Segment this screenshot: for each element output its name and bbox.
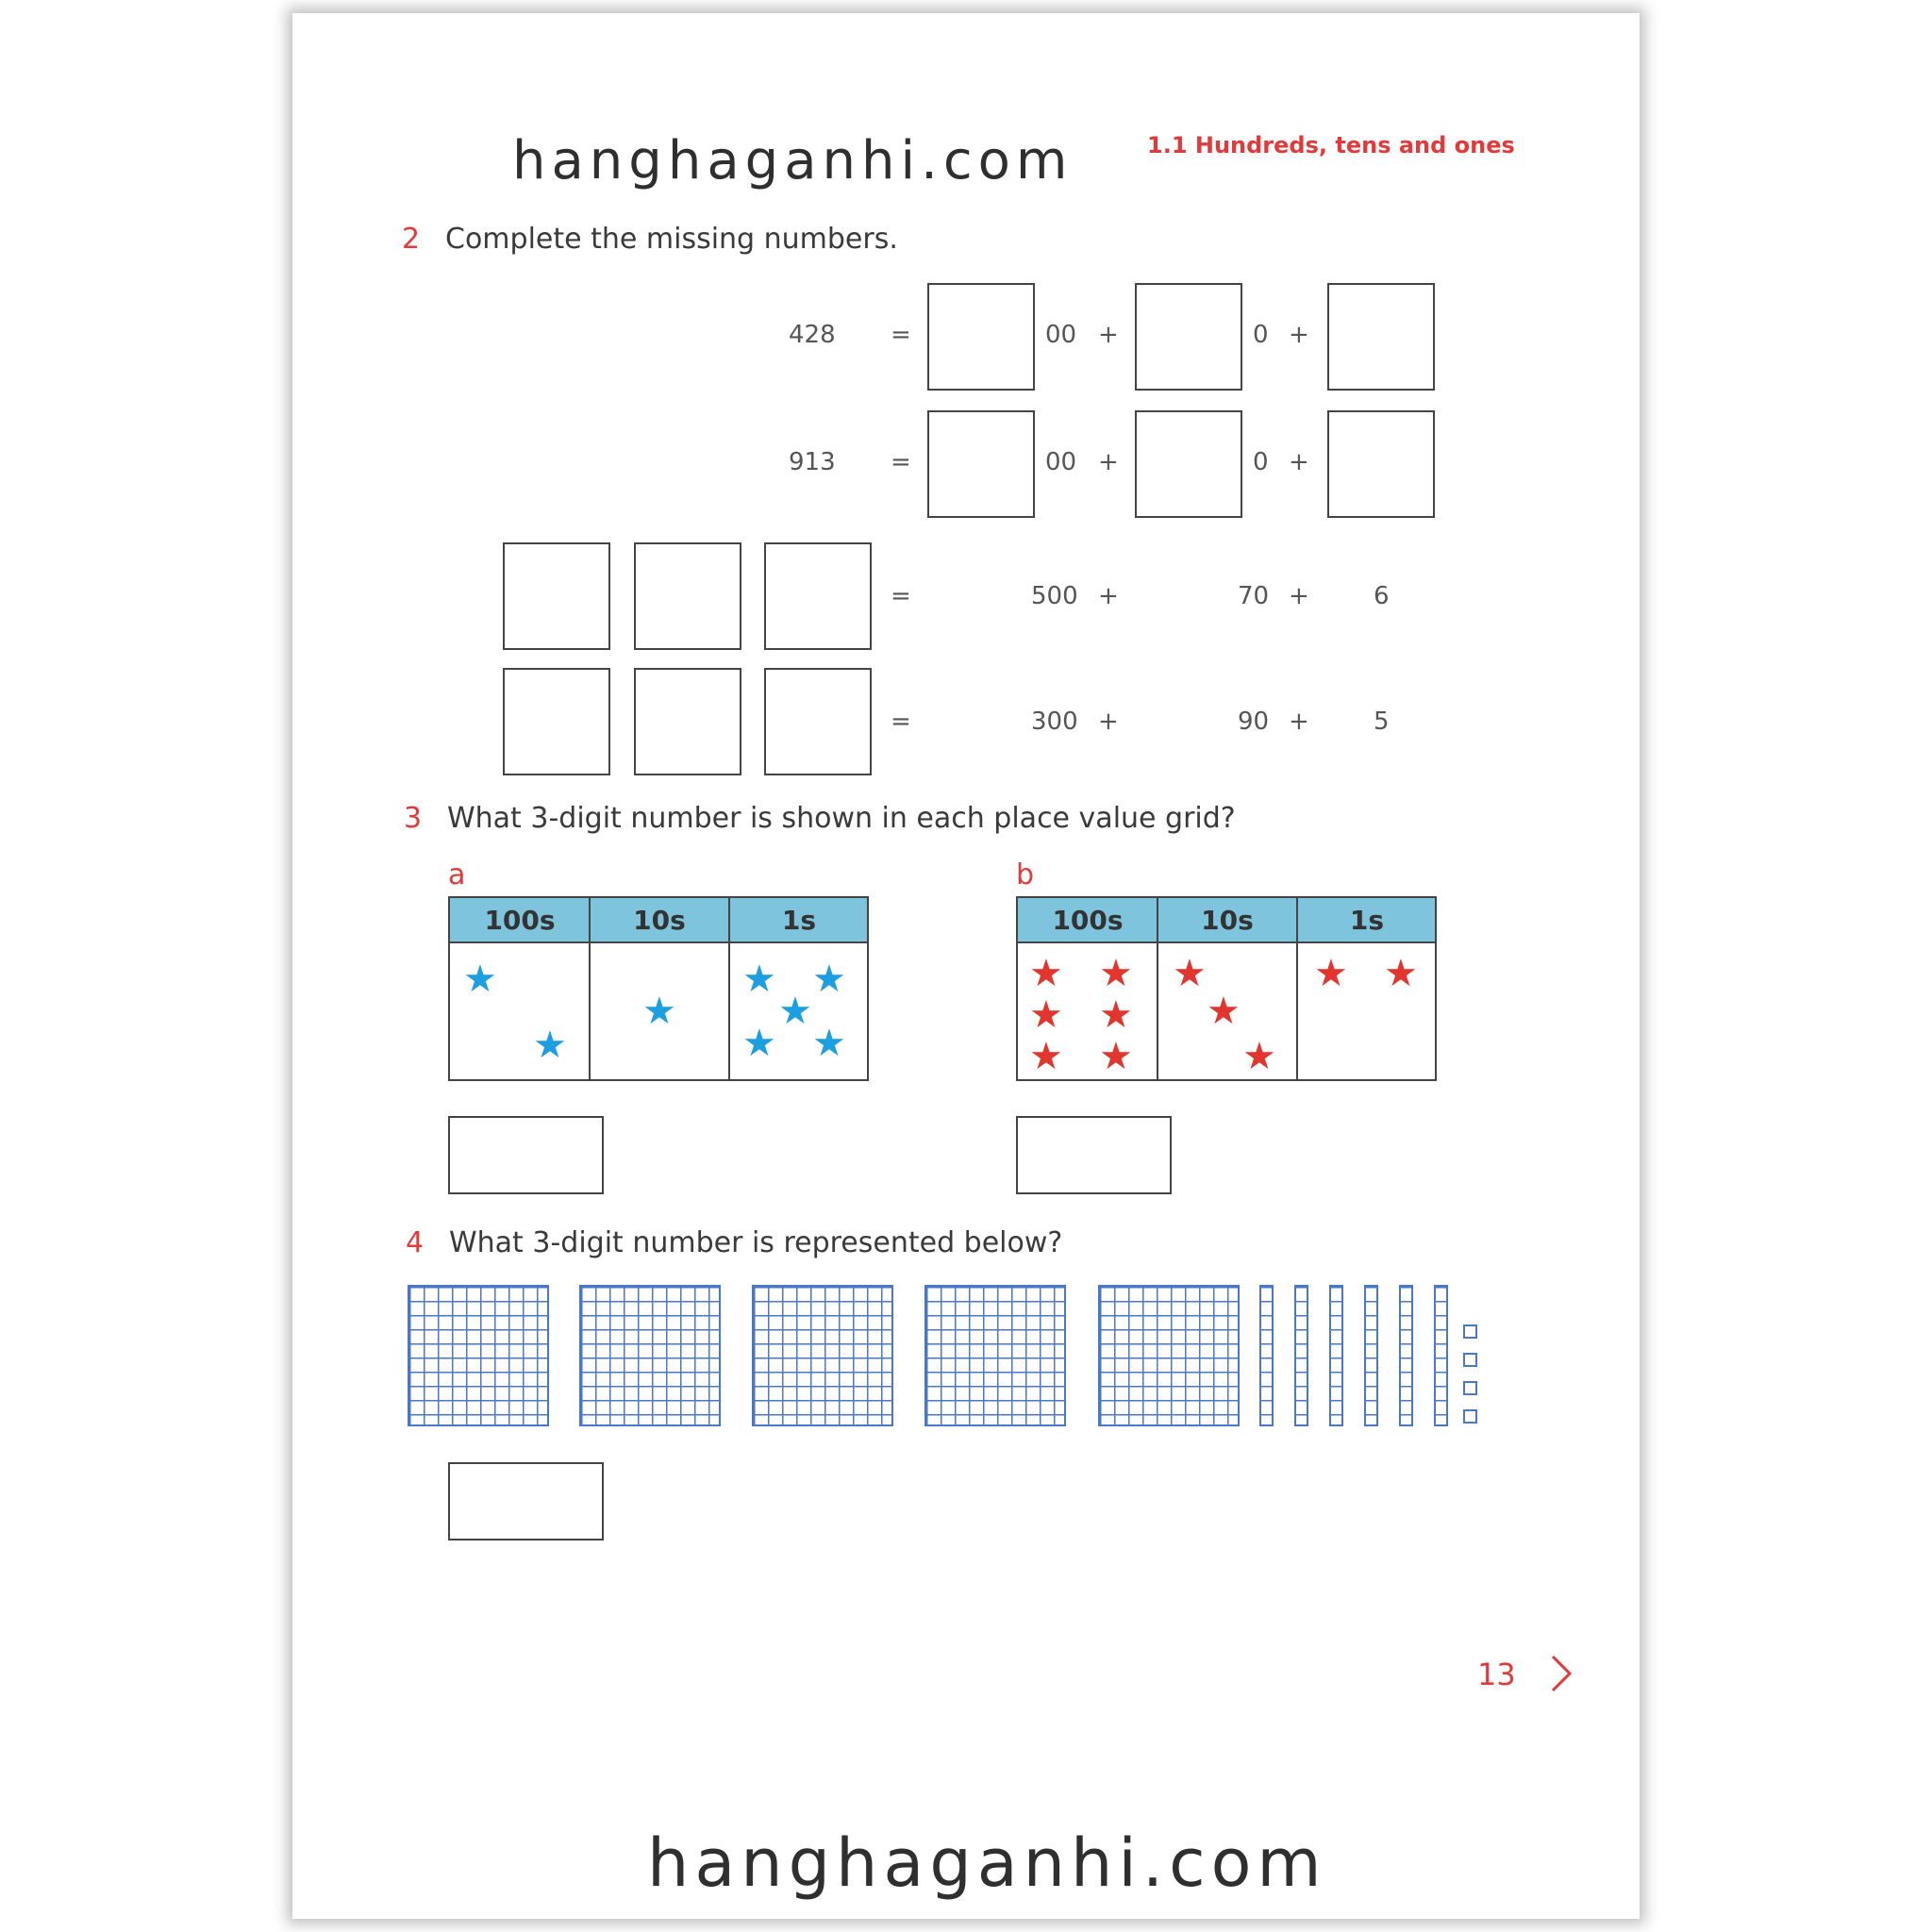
q2-row2-plus-2: + (1289, 448, 1309, 476)
star-icon: ★ (742, 958, 776, 1001)
q2-row4-hundreds-digit-box[interactable] (503, 668, 610, 775)
q2-row4-equals: = (891, 708, 911, 736)
q2-row1-plus-1: + (1098, 321, 1119, 349)
star-icon: ★ (1029, 993, 1063, 1037)
star-icon: ★ (1029, 1035, 1063, 1078)
q2-row4-tens: 90 (1238, 708, 1270, 736)
q2-row1-ones-box[interactable] (1327, 283, 1435, 391)
one-unit-block (1463, 1324, 1477, 1339)
grid-b-divider (1157, 943, 1158, 1079)
q2-row3-tens-digit-box[interactable] (634, 542, 741, 650)
grid-b-label: b (1016, 858, 1035, 891)
grid-a-divider (728, 943, 730, 1079)
q2-row3-plus-2: + (1289, 582, 1309, 610)
q2-row2-hundreds-suffix: 00 (1045, 448, 1077, 476)
star-icon: ★ (1029, 952, 1063, 995)
grid-a-label: a (448, 858, 466, 891)
question-3-text: What 3-digit number is shown in each place value grid? (447, 802, 1236, 835)
one-unit-block (1463, 1353, 1477, 1367)
ten-rod-block (1434, 1285, 1448, 1426)
q2-row2-tens-box[interactable] (1135, 410, 1242, 518)
star-icon: ★ (1314, 952, 1348, 995)
q2-row3-equals: = (891, 582, 911, 610)
section-title: 1.1 Hundreds, tens and ones (1147, 132, 1515, 158)
star-icon: ★ (778, 990, 812, 1033)
q2-row1-number: 428 (789, 321, 836, 349)
grid-b-header-tens: 10s (1201, 904, 1254, 936)
star-icon: ★ (1099, 1035, 1133, 1078)
grid-b-header (1016, 896, 1437, 943)
q2-row3-ones: 6 (1374, 582, 1390, 610)
hundred-square-block (924, 1285, 1066, 1426)
question-3-number: 3 (404, 802, 423, 835)
q2-row3-ones-digit-box[interactable] (764, 542, 872, 650)
star-icon: ★ (1384, 952, 1418, 995)
grid-a-answer-box[interactable] (448, 1116, 604, 1194)
grid-a-header (448, 896, 869, 943)
hundred-square-block (579, 1285, 721, 1426)
q2-row1-hundreds-suffix: 00 (1045, 321, 1077, 349)
star-icon: ★ (1099, 952, 1133, 995)
ten-rod-block (1399, 1285, 1413, 1426)
q2-row1-equals: = (891, 321, 911, 349)
star-icon: ★ (463, 958, 497, 1001)
hundred-square-block (408, 1285, 549, 1426)
star-icon: ★ (642, 990, 676, 1033)
hundred-square-block (1098, 1285, 1240, 1426)
q2-row1-hundreds-box[interactable] (927, 283, 1035, 391)
grid-b-answer-box[interactable] (1016, 1116, 1172, 1194)
grid-a-divider (589, 943, 591, 1079)
one-unit-block (1463, 1409, 1477, 1424)
ten-rod-block (1259, 1285, 1274, 1426)
q2-row2-tens-suffix: 0 (1253, 448, 1269, 476)
grid-b-header-hundreds: 100s (1052, 904, 1124, 936)
q2-row4-ones: 5 (1374, 708, 1390, 736)
q2-row1-plus-2: + (1289, 321, 1309, 349)
ten-rod-block (1364, 1285, 1378, 1426)
star-icon: ★ (533, 1024, 567, 1067)
q2-row4-hundreds: 300 (1031, 708, 1078, 736)
chevron-right-icon[interactable] (1547, 1653, 1575, 1694)
star-icon: ★ (812, 958, 846, 1001)
q2-row3-hundreds: 500 (1031, 582, 1078, 610)
watermark-bottom: hanghaganhi.com (647, 1824, 1327, 1902)
question-2-text: Complete the missing numbers. (445, 223, 898, 256)
hundred-square-block (752, 1285, 893, 1426)
grid-a-header-ones: 1s (781, 904, 817, 936)
grid-a-header-tens: 10s (633, 904, 686, 936)
q2-row4-tens-digit-box[interactable] (634, 668, 741, 775)
question-4-number: 4 (406, 1226, 425, 1259)
q4-answer-box[interactable] (448, 1462, 604, 1541)
q2-row2-hundreds-box[interactable] (927, 410, 1035, 518)
q2-row3-hundreds-digit-box[interactable] (503, 542, 610, 650)
star-icon: ★ (742, 1022, 776, 1065)
star-icon: ★ (1099, 993, 1133, 1037)
q2-row2-number: 913 (789, 448, 836, 476)
star-icon: ★ (1207, 990, 1241, 1033)
q2-row2-plus-1: + (1098, 448, 1119, 476)
grid-a-header-divider (589, 898, 591, 941)
ten-rod-block (1329, 1285, 1343, 1426)
ten-rod-block (1294, 1285, 1308, 1426)
grid-b-divider (1296, 943, 1298, 1079)
q2-row1-tens-suffix: 0 (1253, 321, 1269, 349)
q2-row4-plus-1: + (1098, 708, 1119, 736)
star-icon: ★ (812, 1022, 846, 1065)
watermark-top: hanghaganhi.com (512, 130, 1074, 192)
grid-a-header-hundreds: 100s (484, 904, 556, 936)
q2-row3-plus-1: + (1098, 582, 1119, 610)
grid-a-header-divider (728, 898, 730, 941)
grid-b-header-divider (1296, 898, 1298, 941)
one-unit-block (1463, 1381, 1477, 1395)
q2-row2-equals: = (891, 448, 911, 476)
question-2-number: 2 (402, 223, 421, 256)
star-icon: ★ (1242, 1035, 1276, 1078)
q2-row2-ones-box[interactable] (1327, 410, 1435, 518)
q2-row1-tens-box[interactable] (1135, 283, 1242, 391)
page-number: 13 (1477, 1657, 1516, 1692)
grid-b-header-ones: 1s (1349, 904, 1385, 936)
q2-row4-ones-digit-box[interactable] (764, 668, 872, 775)
question-4-text: What 3-digit number is represented below? (449, 1226, 1063, 1259)
q2-row3-tens: 70 (1238, 582, 1270, 610)
star-icon: ★ (1173, 952, 1207, 995)
grid-b-header-divider (1157, 898, 1158, 941)
q2-row4-plus-2: + (1289, 708, 1309, 736)
